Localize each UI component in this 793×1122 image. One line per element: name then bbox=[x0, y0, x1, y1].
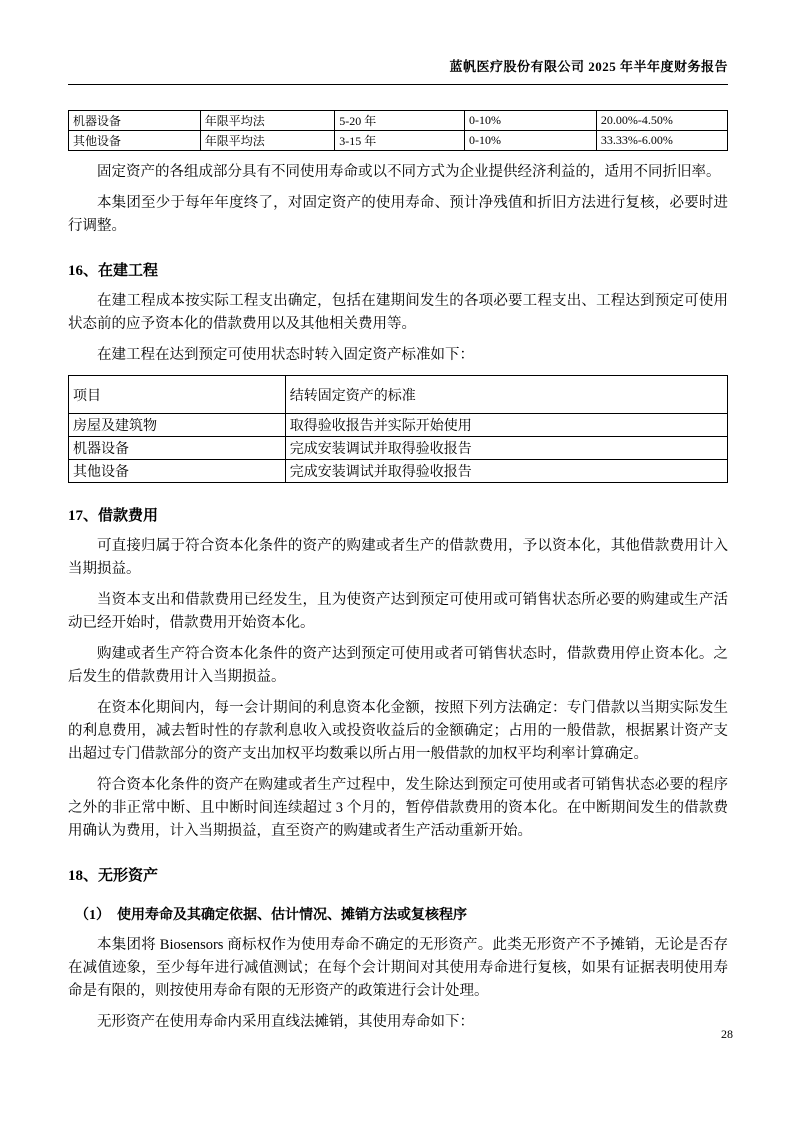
cell-rate: 20.00%-4.50% bbox=[596, 111, 727, 131]
cell-asset: 机器设备 bbox=[69, 111, 201, 131]
table-row bbox=[69, 111, 728, 131]
section-18-heading: 18、无形资产 bbox=[68, 868, 159, 884]
paragraph: 固定资产的各组成部分具有不同使用寿命或以不同方式为企业提供经济利益的，适用不同折旧率。 bbox=[97, 164, 721, 180]
paragraph: 当资本支出和借款费用已经发生，且为使资产达到预定可使用或可销售状态所必要的购建或生产活动已经开始时，借款费用开始资本化。 bbox=[68, 592, 728, 631]
cell-item: 其他设备 bbox=[69, 460, 286, 483]
cell-item: 房屋及建筑物 bbox=[69, 414, 286, 437]
paragraph: 在建工程成本按实际工程支出确定，包括在建期间发生的各项必要工程支出、工程达到预定可使用状态前的应予资本化的借款费用以及其他相关费用等。 bbox=[68, 293, 728, 332]
paragraph: 符合资本化条件的资产在购建或者生产过程中，发生除达到预定可使用或者可销售状态必要的程序之外的非正常中断、且中断时间连续超过 3 个月的，暂停借款费用的资本化。在中断期间发生的借款费用确认为费用，计入当期损益，直至资产的购建或者生产活动重新开始。 bbox=[68, 777, 728, 839]
section-16-heading: 16、在建工程 bbox=[68, 263, 159, 279]
table-row bbox=[69, 414, 728, 437]
paragraph: 本集团将 Biosensors 商标权作为使用寿命不确定的无形资产。此类无形资产不予摊销，无论是否存在减值迹象，至少每年进行减值测试；在每个会计期间对其使用寿命进行复核，如果有证据表明使用寿命是有限的，则按使用寿命有限的无形资产的政策进行会计处理。 bbox=[68, 937, 728, 999]
column-header-criteria: 结转固定资产的标准 bbox=[285, 376, 727, 414]
cell-residual: 0-10% bbox=[465, 131, 597, 151]
table-row bbox=[69, 437, 728, 460]
cell-method: 年限平均法 bbox=[200, 131, 334, 151]
transfer-criteria-table bbox=[68, 375, 728, 483]
cell-criteria: 完成安装调试并取得验收报告 bbox=[285, 437, 727, 460]
subsection-18-1-heading: （1） 使用寿命及其确定依据、估计情况、摊销方法或复核程序 bbox=[75, 908, 467, 923]
paragraph: 在资本化期间内，每一会计期间的利息资本化金额，按照下列方法确定：专门借款以当期实际发生的利息费用，减去暂时性的存款利息收入或投资收益后的金额确定；占用的一般借款，根据累计资产支出超过专门借款部分的资产支出加权平均数乘以所占用一般借款的加权平均利率计算确定。 bbox=[68, 700, 728, 762]
column-header-item: 项目 bbox=[69, 376, 286, 414]
cell-method: 年限平均法 bbox=[200, 111, 334, 131]
cell-life: 3-15 年 bbox=[335, 131, 465, 151]
table-row bbox=[69, 460, 728, 483]
page-header bbox=[68, 56, 728, 85]
cell-residual: 0-10% bbox=[465, 111, 597, 131]
section-17-heading: 17、借款费用 bbox=[68, 508, 159, 524]
paragraph: 可直接归属于符合资本化条件的资产的购建或者生产的借款费用，予以资本化，其他借款费用计入当期损益。 bbox=[68, 538, 728, 577]
paragraph: 购建或者生产符合资本化条件的资产达到预定可使用或者可销售状态时，借款费用停止资本化。之后发生的借款费用计入当期损益。 bbox=[68, 646, 728, 685]
paragraph: 在建工程在达到预定可使用状态时转入固定资产标准如下： bbox=[97, 347, 474, 363]
cell-asset: 其他设备 bbox=[69, 131, 201, 151]
paragraph: 本集团至少于每年年度终了，对固定资产的使用寿命、预计净残值和折旧方法进行复核，必要时进行调整。 bbox=[68, 195, 728, 234]
page-number: 28 bbox=[721, 1027, 733, 1041]
table-header-row bbox=[69, 376, 728, 414]
cell-rate: 33.33%-6.00% bbox=[596, 131, 727, 151]
cell-criteria: 完成安装调试并取得验收报告 bbox=[285, 460, 727, 483]
cell-item: 机器设备 bbox=[69, 437, 286, 460]
cell-criteria: 取得验收报告并实际开始使用 bbox=[285, 414, 727, 437]
cell-life: 5-20 年 bbox=[335, 111, 465, 131]
paragraph: 无形资产在使用寿命内采用直线法摊销，其使用寿命如下： bbox=[97, 1014, 474, 1030]
depreciation-table bbox=[68, 110, 728, 151]
table-row bbox=[69, 131, 728, 151]
report-title: 蓝帆医疗股份有限公司 2025 年半年度财务报告 bbox=[449, 59, 728, 74]
